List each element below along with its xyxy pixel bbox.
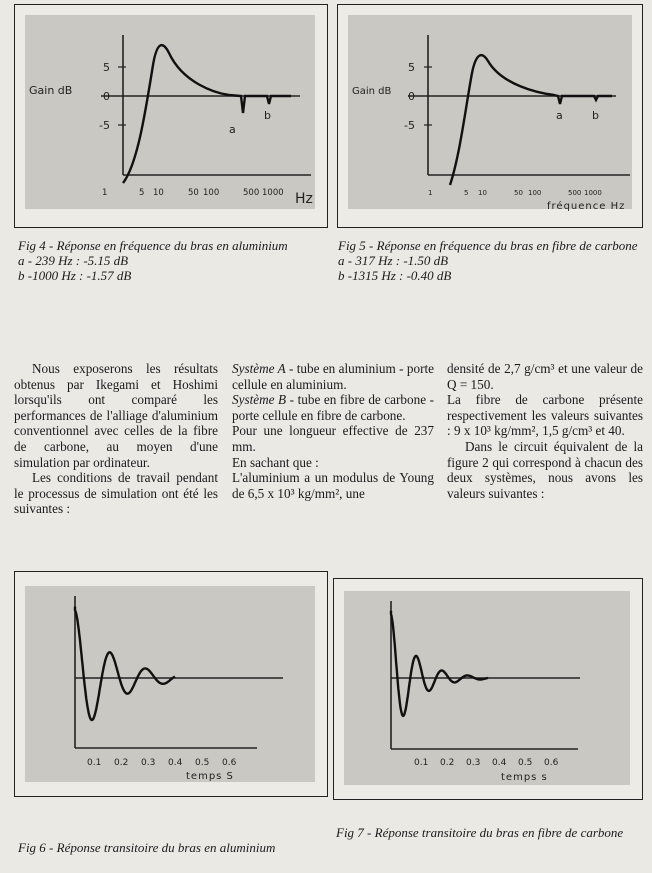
fig7-xlabel: temps s: [501, 772, 548, 783]
col1-paragraph-2: Les conditions de travail pendant le processus de simulation ont été les suivantes :: [14, 470, 218, 517]
fig4-marker-b: b: [264, 109, 271, 122]
fig7-xtick-0.3: 0.3: [466, 758, 481, 768]
fig4-ylabel: Gain dB: [29, 84, 73, 97]
fig5-xtick-5: 5: [464, 189, 469, 197]
fig5-xlabel: fréquence Hz: [547, 201, 626, 212]
col1-paragraph-1: Nous exposerons les résultats obtenus par Ikegami et Hoshimi lorsqu'ils ont comparé les performances de l'alliage d'aluminium conventionnel avec celles de la fibre de carbone, au moyen d'une simulation par ordinateur.: [14, 361, 218, 470]
text-column-1: [14, 361, 218, 517]
fig4-ytick-0: 0: [103, 90, 110, 103]
col2-paragraph-5: L'aluminium a un modulus de Young de 6,5 x 10³ kg/mm², une: [232, 470, 434, 501]
fig6-chart: [15, 572, 329, 798]
fig7-response-curve: [391, 611, 488, 716]
fig5-ytick-m5: -5: [404, 119, 415, 132]
fig5-caption-title: Fig 5 - Réponse en fréquence du bras en fibre de carbone: [338, 238, 638, 253]
fig6-xtick-0.4: 0.4: [168, 758, 183, 768]
col3-paragraph-2: La fibre de carbone présente respectivement les valeurs suivantes : 9 x 10³ kg/mm², 1,5 g/cm³ et 40.: [447, 392, 643, 439]
fig5-ytick-5: 5: [408, 61, 415, 74]
fig5-frame: [337, 4, 643, 228]
fig4-xtick-50: 50: [188, 188, 199, 198]
col2-paragraph-4: En sachant que :: [232, 454, 319, 470]
fig7-xtick-0.6: 0.6: [544, 758, 559, 768]
fig4-chart: [15, 5, 329, 229]
fig7-xtick-0.2: 0.2: [440, 758, 455, 768]
text-column-2: [232, 361, 434, 501]
col3-paragraph-1: densité de 2,7 g/cm³ et une valeur de Q = 150.: [447, 361, 643, 392]
fig4-xtick-1000: 1000: [262, 188, 284, 198]
fig4-caption-b: b -1000 Hz : -1.57 dB: [18, 268, 132, 283]
fig5-ytick-0: 0: [408, 90, 415, 103]
fig5-xtick-1: 1: [428, 189, 433, 197]
fig5-xtick-10: 10: [478, 189, 487, 197]
fig5-marker-b: b: [592, 109, 599, 122]
system-b-label: Système B: [232, 392, 287, 408]
fig6-caption: Fig 6 - Réponse transitoire du bras en aluminium: [18, 840, 276, 855]
fig4-xtick-5: 5: [139, 188, 145, 198]
system-b-text: - tube en fibre de carbone - porte cellule en fibre de carbone.: [232, 392, 434, 423]
fig4-marker-a: a: [229, 123, 236, 136]
fig4-caption-a: a - 239 Hz : -5.15 dB: [18, 253, 129, 268]
fig6-frame: [14, 571, 328, 797]
fig5-caption: [338, 238, 644, 283]
fig6-xtick-0.2: 0.2: [114, 758, 129, 768]
fig5-xtick-50: 50: [514, 189, 523, 197]
fig6-response-curve: [75, 607, 175, 720]
fig5-marker-a: a: [556, 109, 563, 122]
fig7-xtick-0.4: 0.4: [492, 758, 507, 768]
fig4-ytick-m5: -5: [99, 119, 110, 132]
fig4-xtick-100: 100: [203, 188, 220, 198]
col3-paragraph-3: Dans le circuit équivalent de la figure 2 qui correspond à chacun des deux systèmes, nous avons les valeurs suivantes :: [447, 438, 643, 501]
fig7-xtick-0.1: 0.1: [414, 758, 429, 768]
fig4-xtick-10: 10: [153, 188, 164, 198]
fig7-chart: [334, 579, 644, 801]
system-a-label: Système A: [232, 361, 286, 376]
fig4-xtick-1: 1: [102, 188, 108, 198]
fig5-ylabel: Gain dB: [352, 86, 392, 97]
fig5-caption-a: a - 317 Hz : -1.50 dB: [338, 253, 449, 268]
col2-paragraph-3: Pour une longueur effective de 237 mm.: [232, 423, 434, 454]
fig5-chart: [338, 5, 644, 229]
fig5-xtick-100: 100: [528, 189, 542, 197]
system-a-text: - tube en aluminium - porte cellule en aluminium.: [232, 361, 434, 392]
text-column-3: [447, 361, 643, 501]
fig7-frame: [333, 578, 643, 800]
fig5-xtick-500: 500: [568, 189, 582, 197]
fig6-xtick-0.5: 0.5: [195, 758, 210, 768]
fig4-caption: [18, 238, 318, 283]
fig5-response-curve: [450, 55, 612, 185]
fig4-caption-title: Fig 4 - Réponse en fréquence du bras en aluminium: [18, 238, 288, 253]
fig4-xunit: Hz: [295, 191, 313, 207]
fig6-xtick-0.3: 0.3: [141, 758, 156, 768]
fig5-caption-b: b -1315 Hz : -0.40 dB: [338, 268, 452, 283]
fig5-xtick-1000: 1000: [584, 189, 602, 197]
fig6-xlabel: temps S: [186, 771, 234, 782]
fig7-caption: Fig 7 - Réponse transitoire du bras en fibre de carbone: [336, 825, 624, 840]
fig6-xtick-0.1: 0.1: [87, 758, 102, 768]
fig4-ytick-5: 5: [103, 61, 110, 74]
fig4-frame: [14, 4, 328, 228]
fig7-xtick-0.5: 0.5: [518, 758, 533, 768]
fig6-xtick-0.6: 0.6: [222, 758, 237, 768]
fig4-xtick-500: 500: [243, 188, 260, 198]
